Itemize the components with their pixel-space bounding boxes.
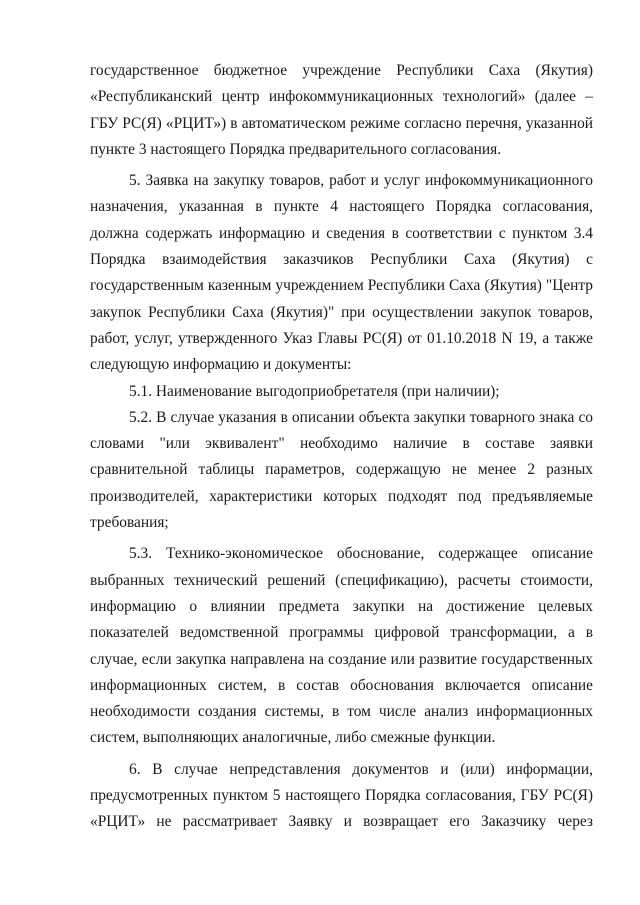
text-line: производителей, характеристики которых подходят под предъявляемые: [90, 487, 593, 505]
text-line: 5.3. Технико-экономическое обоснование, содержащее описание: [129, 545, 593, 563]
text-line: 6. В случае непредставления документов и (или) информации,: [129, 760, 593, 778]
paragraph-5-1: [90, 379, 593, 405]
text-line: показателей ведомственной программы цифровой трансформации, а в: [90, 624, 593, 642]
text-line: 5. Заявка на закупку товаров, работ и услуг инфокоммуникационного: [129, 172, 593, 190]
text-line: должна содержать информацию и сведения в соответствии с пунктом 3.4: [90, 224, 593, 242]
text-line: словами "или эквивалент" необходимо наличие в составе заявки: [90, 435, 593, 453]
paragraph-5-3: [90, 541, 593, 751]
text-line: следующую информацию и документы:: [90, 356, 352, 374]
text-line: выбранных технический решений (спецификацию), расчеты стоимости,: [90, 571, 593, 589]
text-line: «РЦИТ» не рассматривает Заявку и возвращает его Заказчику через: [90, 813, 593, 831]
text-line: систем, выполняющих аналогичные, либо смежные функции.: [90, 729, 496, 747]
paragraph-5: [90, 168, 593, 378]
paragraph-6: [90, 757, 593, 836]
text-line: 5.2. В случае указания в описании объекта закупки товарного знака со: [129, 408, 593, 426]
text-line: информационных систем, в состав обоснования включается описание: [90, 676, 593, 694]
text-line: Порядка взаимодействия заказчиков Республики Саха (Якутия) с: [90, 251, 593, 269]
text-line: информацию о влиянии предмета закупки на достижение целевых: [90, 597, 593, 615]
text-line: необходимости создания системы, в том числе анализ информационных: [90, 703, 593, 721]
text-line: государственное бюджетное учреждение Республики Саха (Якутия): [90, 62, 593, 79]
text-line: работ, услуг, утвержденного Указ Главы РС(Я) от 01.10.2018 N 19, а также: [90, 329, 593, 347]
paragraph-intro: [90, 58, 593, 163]
text-line: ГБУ РС(Я) «РЦИТ») в автоматическом режиме согласно перечня, указанной: [90, 114, 593, 132]
document-body: [90, 58, 593, 836]
paragraph-5-2: [90, 405, 593, 536]
text-line: назначения, указанная в пункте 4 настоящего Порядка согласования,: [90, 198, 593, 216]
text-line: случае, если закупка направлена на создание или развитие государственных: [90, 650, 593, 668]
text-line: государственным казенным учреждением Республики Саха (Якутия) "Центр: [90, 277, 593, 295]
text-line: закупок Республики Саха (Якутия)" при осуществлении закупок товаров,: [90, 303, 593, 321]
text-line: требования;: [90, 514, 169, 532]
text-line: 5.1. Наименование выгодоприобретателя (при наличии);: [129, 382, 500, 400]
text-line: сравнительной таблицы параметров, содержащую не менее 2 разных: [90, 461, 593, 479]
text-line: предусмотренных пунктом 5 настоящего Порядка согласования, ГБУ РС(Я): [90, 787, 593, 805]
text-line: пункте 3 настоящего Порядка предварительного согласования.: [90, 140, 502, 158]
text-line: «Республиканский центр инфокоммуникационных технологий» (далее –: [90, 88, 593, 106]
